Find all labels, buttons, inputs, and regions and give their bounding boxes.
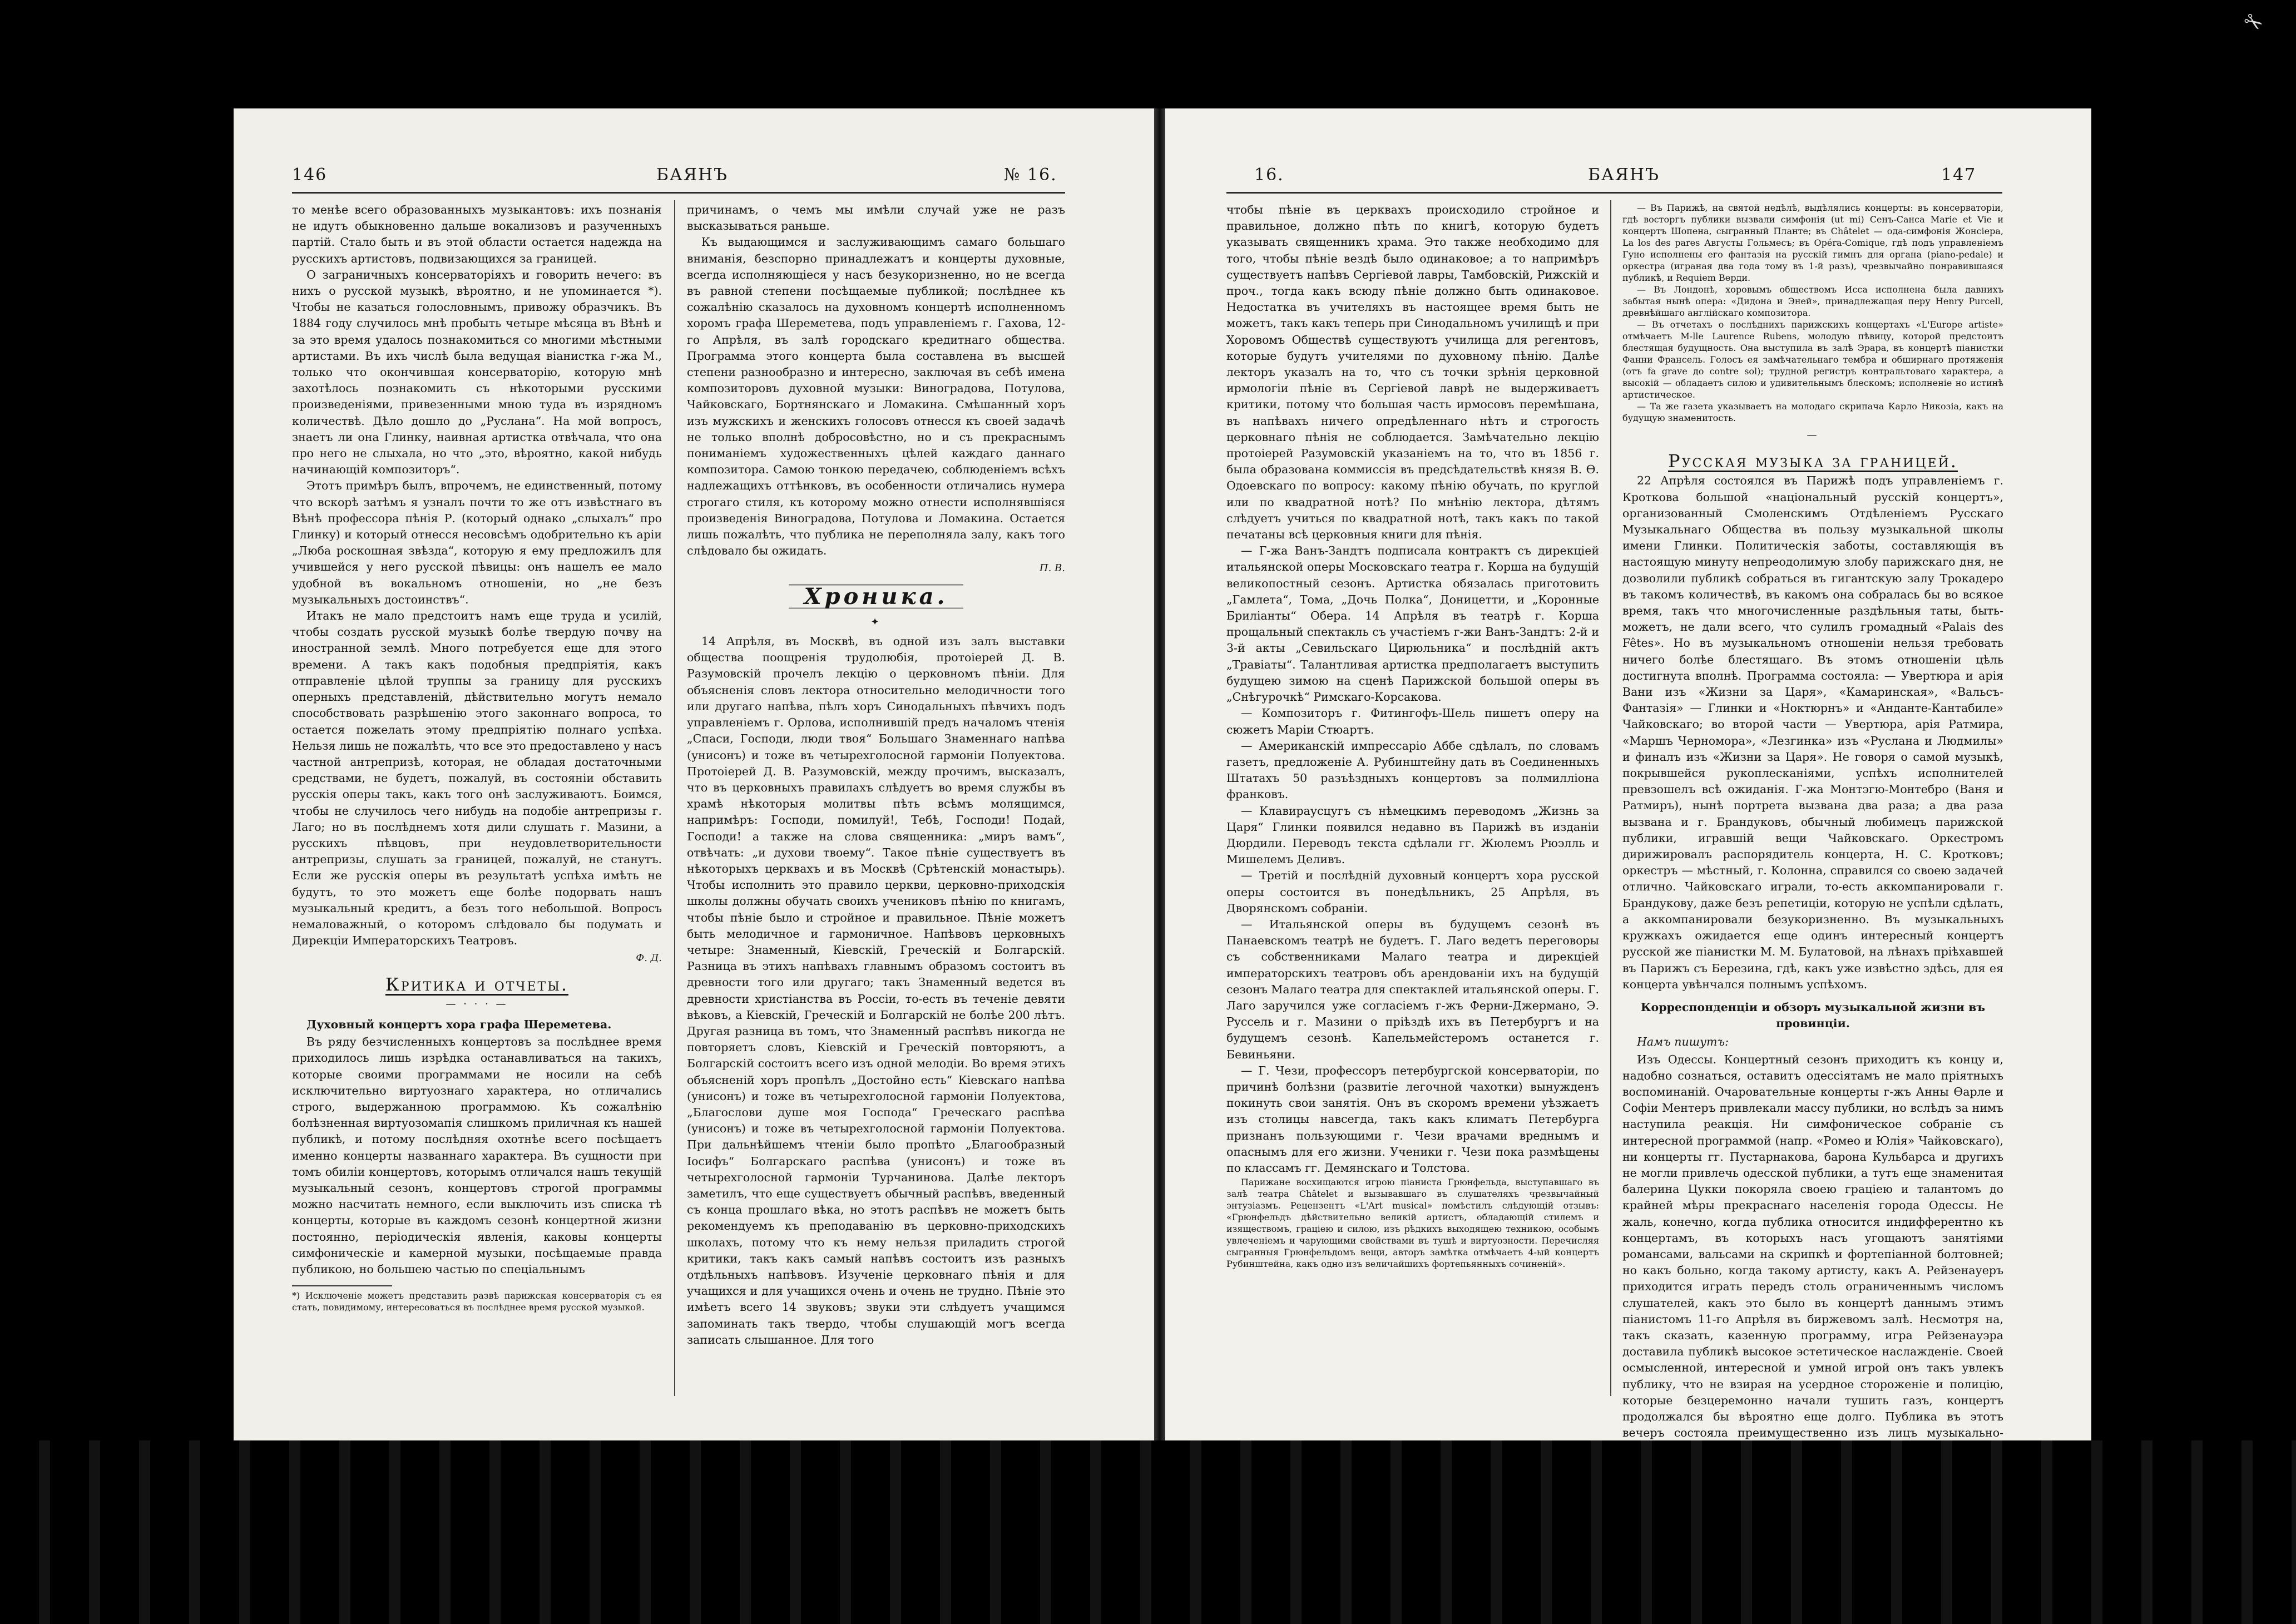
paragraph: — Третій и послѣдній духовный концертъ хора русской оперы состоится въ понедѣльникъ, 25 Апрѣля, въ Дворянскомъ собраніи. bbox=[1226, 869, 1599, 915]
left-column-2 bbox=[687, 202, 1065, 1403]
ornament: — bbox=[1807, 429, 1819, 441]
paragraph: — Та же газета указываетъ на молодаго скрипача Карло Никозіа, какъ на будущую знаменитость. bbox=[1622, 401, 2003, 423]
paragraph: Къ выдающимся и заслуживающимъ самаго большаго вниманія, безспорно принадлежатъ и концерты духовные, всегда исполняющіеся у насъ безукоризненно, но не всегда въ равной степени посѣщаемые публикой; послѣднее къ сожалѣнію сказалось на духовномъ концертѣ исполненномъ хоромъ графа Шереметева, подъ управленіемъ г. Гахова, 12-го Апрѣля, въ залѣ городскаго кредитнаго общества. Программа этого концерта была составлена въ высшей степени разнообразно и интересно, заключая въ себѣ имена композиторовъ духовной музыки: Виноградова, Потулова, Чайковскаго, Бортнянскаго и Ломакина. Смѣшанный хоръ изъ мужскихъ и женскихъ голосовъ отнесся къ своей задачѣ не только вполнѣ добросовѣстно, но и съ прекраснымъ пониманіемъ художественныхъ цѣлей каждаго даннаго композитора. Самою тонкою передачею, соблюденіемъ всѣхъ надлежащихъ оттѣнковъ, въ особенности отличались нумера строгаго стиля, къ которому можно отнести исполнявшіяся произведенія Виноградова, Потулова и Ломакина. Остается лишь пожалѣть, что публика не переполняла залу, какъ того слѣдовало бы ожидать. bbox=[687, 235, 1065, 558]
paragraph: — Композиторъ г. Фитингофъ-Шель пишетъ оперу на сюжетъ Маріи Стюартъ. bbox=[1226, 706, 1599, 736]
paragraph: — Американскій импрессаріо Аббе сдѣлалъ, по словамъ газетъ, предложеніе А. Рубинштейну дать въ Соединенныхъ Штатахъ 50 разъѣздныхъ концертовъ за полмилліона франковъ. bbox=[1226, 739, 1599, 801]
paragraph: чтобы пѣніе въ церквахъ происходило стройное и правильное, должно пѣть по книгѣ, которую будетъ указывать священникъ храма. Это также необходимо для того, чтобы пѣніе вездѣ было одинаковое; а то напримѣръ существуетъ напѣвъ Сергіевой лавры, Тамбовскій, Рижскій и проч., тогда какъ всюду пѣніе должно быть одинаковое. Недостатка въ учителяхъ въ настоящее время быть не можетъ, такъ какъ теперь при Синодальномъ училищѣ и при Хоровомъ Обществѣ существуютъ училища для регентовъ, которые будутъ учителями по духовному пѣнію. Далѣе лекторъ указалъ на то, что съ точки зрѣнія церковной ирмологіи пѣніе въ Сергіевой лаврѣ не выдерживаетъ критики, потому что большая часть ирмосовъ перемѣшана, въ напѣвахъ ничего опредѣленнаго нѣтъ и строгость церковнаго пѣнія не соблюдается. Замѣчательно лекцію протоіерей Разумовскій указаніемъ на то, что въ 1856 г. была образована коммиссія въ предсѣдательствѣ князя В. Ѳ. Одоевскаго по вопросу: какому пѣнію обучать, по круглой или по квадратной нотѣ? По мнѣнію лектора, дѣтямъ слѣдуетъ учиться по квадратной нотѣ, такъ какъ по такой печатаны всѣ церковныя книги для пѣнія. bbox=[1226, 203, 1599, 542]
paragraph: Въ ряду безчисленныхъ концертовъ за послѣднее время приходилось лишь изрѣдка останавливаться на такихъ, которые своими программами не носили на себѣ исключительно виртуознаго характера, но отличались строго, выдержанною программою. Къ сожалѣнію болѣзненная виртуозомапія слишкомъ приличная къ нашей публикѣ, и потому послѣдняя охотнѣе всего посѣщаетъ именно концерты названнаго характера. Въ сущности при томъ обиліи концертовъ, которымъ отличался нашъ текущій музыкальный сезонъ, концертовъ строгой программы можно насчитать немного, если выключить изъ списка тѣ концерты, которые въ каждомъ сезонѣ концертной жизни постоянно, періодическія явленія, каковы концерты симфоническіе и камерной музыки, посѣщаемые правда публикою, но большею частью по спеціальнымъ bbox=[292, 1035, 662, 1276]
scanner-bed-edge bbox=[0, 1440, 2296, 1624]
right-page bbox=[1165, 108, 2091, 1440]
left-column-1 bbox=[292, 202, 662, 1403]
ornament: — · · · — bbox=[446, 998, 508, 1010]
paragraph: Этотъ примѣръ былъ, впрочемъ, не единственный, потому что вскорѣ затѣмъ я узналъ почти то же отъ извѣстнаго въ Вѣнѣ профессора пѣнія Р. (который однако „слыхалъ“ про Глинку) и который отнесся несовсѣмъ одобрительно къ аріи „Люба роскошная звѣзда“, которую я ему предложилъ для учившейся у него русской пѣвицы: онъ нашелъ ее мало удобной въ вокальномъ отношеніи, но „не безъ музыкальныхъ достоинствъ“. bbox=[292, 479, 662, 606]
section-title-correspondence: Корреспонденціи и обзоръ музыкальной жизни въ провинціи. bbox=[1640, 1000, 1986, 1031]
paragraph: — Въ отчетахъ о послѣднихъ парижскихъ концертахъ «L'Europe artiste» отмѣчаетъ M-lle Laurence Rubens, молодую пѣвицу, которой предстоитъ блестящая будущность. Она выступила въ залѣ Эрара, въ концертѣ піанистки Фанни Франсель. Голосъ ея замѣчательнаго тембра и обширнаго протяженія (отъ fa grave до contre sol); трудной регистръ контральтоваго характера, а высокій — обладаетъ силою и удивительнымъ блескомъ; исполненіе но истинѣ артистическое. bbox=[1622, 319, 2003, 400]
paragraph: Изъ Одессы. Концертный сезонъ приходитъ къ концу и, надобно сознаться, оставитъ одессіятамъ не мало пріятныхъ воспоминаній. Очаровательные концерты г-жъ Анны Ѳарле и Софіи Ментеръ привлекали массу публики, но вслѣдъ за нимъ наступила реакція. Ни симфоническое собраніе съ интересной программой (напр. «Ромео и Юлія» Чайковскаго), ни концерты гг. Пустарнакова, барона Кульбарса и другихъ не могли привлечь одесской публики, а тутъ еще знаменитая балерина Цукки покоряла своею граціею и талантомъ до крайней мѣры прекраснаго населенія города Одессы. Не жаль, конечно, когда публика относится индифферентно къ концертамъ, въ которыхъ насъ угощаютъ занятіями романсами, вальсами на скрипкѣ и фортепіанной болтовней; но какъ больно, когда такому артисту, какъ А. Рейзенауеръ приходится играть передъ столь ограниченнымъ числомъ слушателей, какъ это было въ концертѣ даннымъ этимъ піанистомъ 11-го Апрѣля въ биржевомъ залѣ. Несмотря на, такъ сказать, казенную программу, игра Рейзенауэра доставила публикѣ высокое эстетическое наслажденіе. Своей осмысленной, интересной и умной игрой онъ такъ увлекъ публику, что не взирая на усердное стороженіе и полицію, которые безцеремонно начали тушить газъ, концертъ продолжался бы вѣроятно еще долго. Публика въ этотъ вечеръ состояла преимущественно изъ лицъ музыкально- bbox=[1622, 1052, 2003, 1440]
paragraph: причинамъ, о чемъ мы имѣли случай уже не разъ высказываться раньше. bbox=[687, 203, 1065, 233]
footnote-rule bbox=[292, 1285, 392, 1286]
chronicle-masthead bbox=[687, 585, 1065, 608]
paragraph: Итакъ не мало предстоитъ намъ еще труда и усилій, чтобы создать русской музыкѣ болѣе твердую почву на иностранной землѣ. Много потребуется еще для этого времени. А такъ какъ подобныя предпріятія, какъ отправленіе цѣлой труппы за границу для русскихъ оперныхъ представленій, дѣйствительно могутъ немало способствовать разрѣшенію этого законнаго вопроса, то остается пожелать этому предпріятію полнаго успѣха. Нельзя лишь не пожалѣть, что все это предоставлено у насъ частной антрепризѣ, которая, не обладая достаточными средствами, не будетъ, пожалуй, въ состояніи обставить русскія оперы такъ, какъ того онѣ заслуживаютъ. Боимся, чтобы не случилось чего нибудь на подобіе антрепризы г. Лаго; но въ послѣднемъ хотя дили слушать г. Мазини, а русскихъ пѣвцовъ, при неудовлетворительности антрепризы, слушать за границей, пожалуй, не станутъ. Если же русскія оперы въ результатѣ успѣха имѣть не будутъ, то это можетъ еще болѣе подорвать нашъ музыкальный кредитъ, а безъ того небольшой. Вопросъ немаловажный, о которомъ слѣдовало бы подумать и Дирекціи Императорскихъ Театровъ. bbox=[292, 609, 662, 948]
book-gutter bbox=[1154, 108, 1165, 1440]
left-running-title: БАЯНЪ bbox=[656, 165, 728, 185]
scissors-mark-icon: ✂ bbox=[2238, 7, 2269, 39]
right-page-number: 147 bbox=[1941, 165, 1977, 185]
section-title-foreign: Русская музыка за границей. bbox=[1668, 450, 1958, 472]
paragraph: — Г-жа Ванъ-Зандтъ подписала контрактъ съ дирекціей итальянской оперы Московскаго театра г. Корша на будущій великопостный сезонъ. Артистка обязалась приготовить „Гамлета“, Тома, „Дочь Полка“, Доницетти, и „Коронные Бриліанты“ Обера. 14 Апрѣля въ театрѣ г. Корша прощальный спектакль съ участіемъ г-жи Ванъ-Зандтъ: 2-й и 3-й акты „Севильскаго Цирюльника“ и послѣдній актъ „Травіаты“. Талантливая артистка предполагаетъ выступить будущею зимою на сценѣ Парижской большой оперы въ „Снѣгурочкѣ“ Римскаго-Корсакова. bbox=[1226, 544, 1599, 704]
paragraph: — Клавираусцугъ съ нѣмецкимъ переводомъ „Жизнь за Царя“ Глинки появился недавно въ Парижѣ въ изданіи Дюрдили. Переводъ текста сдѣлали гг. Жюлемъ Рюэлль и Мишелемъ Деливъ. bbox=[1226, 804, 1599, 867]
paragraph: 14 Апрѣля, въ Москвѣ, въ одной изъ залъ выставки общества поощренія трудолюбія, протоіерей Д. В. Разумовскій прочелъ лекцію о церковномъ пѣніи. Для объясненія словъ лектора относительно мелодичности того или другаго напѣва, пѣлъ хоръ Синодальныхъ пѣвчихъ подъ управленіемъ г. Орлова, исполнившій предъ началомъ чтенія „Спаси, Господи, люди твоя“ Большаго Знаменнаго напѣва (унисонъ) и тоже въ четырехголосной гармоніи Полуектова. Протоіерей Д. В. Разумовскій, между прочимъ, высказалъ, что въ церковныхъ правилахъ слѣдуетъ во время службы въ храмѣ нѣкоторыя молитвы пѣть всѣмъ молящимся, напримѣръ: Господи, помилуй!, Тебѣ, Господи! Подай, Господи! а также на слова священника: „миръ вамъ“, отвѣчать: „и духови твоему“. Такое пѣніе существуетъ въ нѣкоторыхъ церквахъ и въ Москвѣ (Срѣтенскій монастырь). Чтобы исполнить это правило церкви, церковно-приходскія школы должны обучать своихъ учениковъ пѣнію по книгамъ, чтобы пѣніе было и стройное и правильное. Пѣніе можетъ быть мелодичное и гармоничное. Напѣвовъ церковныхъ четыре: Знаменный, Кіевскій, Греческій и Болгарскій. Разница въ этихъ напѣвахъ главнымъ образомъ состоитъ въ древности того или другаго; такъ Знаменный ведется въ древности христіанства въ Россіи, то-есть въ теченіе девяти вѣковъ, а Кіевскій, Греческій и Болгарскій не болѣе 200 лѣтъ. Другая разница въ томъ, что Знаменный распѣвъ никогда не повторяетъ словъ, Кіевскій и Греческій повторяютъ, а Болгарскій состоитъ всего изъ одной мелодіи. Во время этихъ объясненій хоръ пропѣлъ „Достойно есть“ Кіевскаго напѣва (унисонъ) и тоже въ четырехголосной гармоніи Полуектова, „Благослови душе моя Господа“ Греческаго распѣва (унисонъ) и тоже въ четырехголосной гармоніи Полуектова. При дальнѣйшемъ чтеніи было пропѣто „Благообразный Іосифъ“ Болгарскаго распѣва (унисонъ) и тоже въ четырехголосной гармоніи Турчанинова. Далѣе лекторъ заметилъ, что еще существуетъ обычный распѣвъ, введенный съ конца прошлаго вѣка, но этотъ распѣвъ не можетъ быть рекомендуемъ къ преподаванію въ церковно-приходскихъ школахъ, потому что къ нему нельзя приладить строгой критики, такъ какъ самый напѣвъ состоитъ изъ разныхъ отдѣльныхъ напѣвовъ. Изученіе церковнаго пѣнія и для учащихся и для учащихся очень и очень не трудно. Пѣніе это имѣетъ всего 14 звуковъ; звуки эти слѣдуетъ учащимся запоминать такъ твердо, чтобы слушающій могъ всегда записать слышанное. Для того bbox=[687, 635, 1065, 1346]
paragraph: Парижане восхищаются игрою піаниста Грюнфельда, выступавшаго въ залѣ театра Châtelet и вызывавшаго въ слушателяхъ чрезвычайный энтузіазмъ. Рецензентъ «L'Art musical» помѣстилъ слѣдующій отзывъ: «Грюнфельдъ дѣйствительно великій артистъ, обладающій стилемъ и изяществомъ, граціею и силою, изъ рѣдкихъ выходящею техникою, особымъ увлеченіемъ и чарующими свойствами въ тушѣ и виртуозности. Перечисляя сыгранныя Грюнфельдомъ вещи, авторъ замѣтка отмѣчаетъ 4-ый концертъ Рубинштейна, какъ одно изъ величайшихъ фортепьянныхъ сочиненій». bbox=[1226, 1177, 1599, 1270]
left-issue-number: № 16. bbox=[1004, 165, 1057, 185]
paragraph: — Г. Чези, профессоръ петербургской консерваторіи, по причинѣ болѣзни (развитіе легочной чахотки) вынужденъ покинуть свои занятія. Онъ въ скоромъ времени уѣзжаетъ изъ столицы навсегда, такъ какъ климатъ Петербурга признанъ пользующими г. Чези врачами вреднымъ и опаснымъ для его жизни. Ученики г. Чези пока размѣщены по классамъ гг. Демянскаго и Толстова. bbox=[1226, 1063, 1599, 1175]
section-title-critique: Критика и отчеты. bbox=[385, 973, 569, 995]
right-column-2 bbox=[1622, 202, 2003, 1440]
footnote: *) Исключеніе можетъ представить развѣ парижская консерваторія съ ея стать, повидимому, интересоваться въ послѣднее время русской музыкой. bbox=[292, 1290, 662, 1313]
paragraph: то менѣе всего образованныхъ музыкантовъ: ихъ познанія не идутъ обыкновенно дальше вокализовъ и разученныхъ партій. Стало быть и въ этой области остается надежда на русскихъ артистовъ, подвизающихся за границей. bbox=[292, 203, 662, 265]
paragraph: — Въ Лондонѣ, хоровымъ обществомъ Исса исполнена была давнихъ забытая нынѣ опера: «Дидона и Эней», принадлежащая перу Henry Purcell, древнѣйшаго англійскаго композитора. bbox=[1622, 284, 2003, 318]
right-column-1 bbox=[1226, 202, 1599, 1403]
paragraph: О заграничныхъ консерваторіяхъ и говорить нечего: въ нихъ о русской музыкѣ, вѣроятно, и не упоминается *). Чтобы не казаться голословнымъ, привожу образчикъ. Въ 1884 году случилось мнѣ пробыть четыре мѣсяца въ Вѣнѣ и за это время удалось познакомиться со многими мѣстными артистами. Въ ихъ числѣ была ведущая віанистка г-жа М., только что окончившая консерваторію, которую мнѣ захотѣлось познакомить съ нѣкоторыми русскими произведеніями, привезенными мною туда въ изрядномъ количествѣ. Дѣло дошло до „Руслана“. На мой вопросъ, знаетъ ли она Глинку, наивная артистка отвѣчала, что она про него не слыхала, но что „это, вѣроятно, какой нибудь начинающій композиторъ“. bbox=[292, 268, 662, 477]
article-subtitle: Духовный концертъ хора графа Шереметева. bbox=[306, 1017, 612, 1031]
left-page-number: 146 bbox=[292, 165, 328, 185]
left-page bbox=[234, 108, 1154, 1440]
left-head-rule bbox=[292, 192, 1065, 194]
right-running-title: БАЯНЪ bbox=[1588, 165, 1660, 185]
column-divider bbox=[1610, 200, 1611, 1396]
chronicle-title: Хроника. bbox=[789, 585, 964, 608]
paragraph: — Итальянской оперы въ будущемъ сезонѣ въ Панаевскомъ театрѣ не будетъ. Г. Лаго ведетъ переговоры съ собственниками Малаго театра и дирекціей императорскихъ театровъ объ арендованіи ихъ на будущій сезонъ Малаго театра для спектаклей итальянской оперы. Г. Лаго заручился уже согласіемъ г-жъ Ферни-Джермано, Э. Руссель и г. Мазини о пріѣздѣ ихъ въ Петербургъ и на будущемъ сезонѣ. Капельмейстеромъ останется г. Бевиньяни. bbox=[1226, 917, 1599, 1061]
ornament: ✦ bbox=[870, 616, 882, 628]
correspondence-lead: Намъ пишутъ: bbox=[1637, 1035, 1729, 1049]
signature: Ф. Д. bbox=[636, 952, 662, 964]
column-divider bbox=[674, 200, 675, 1396]
paragraph: 22 Апрѣля состоялся въ Парижѣ подъ управленіемъ г. Кроткова большой «національный русскій концертъ», организованный Смоленскимъ Отдѣленіемъ Русскаго Музыкальнаго Общества въ пользу музыкальной школы имени Глинки. Политическія заботы, составляющія въ настоящую минуту непреодолимую злобу парижскаго дня, не дозволили публикѣ собраться въ гигантскую залу Трокадеро въ такомъ количествѣ, въ какомъ она собралась бы во всякое время, такъ что многочисленные раздѣльныя таты, быть-можетъ, не дали всего, что сулилъ громадный «Palais des Fêtes». Но въ музыкальномъ отношеніи нельзя требовать ничего болѣе блестящаго. Въ этомъ отношеніи цѣль достигнута вполнѣ. Программа состояла: — Увертюра и арія Вани изъ «Жизни за Царя», «Камаринская», «Вальсъ-Фантазія» — Глинки и «Ноктюрнъ» и «Анданте-Кантабиле» Чайковскаго; во второй части — Увертюра, арія Ратмира, «Маршъ Черномора», «Лезгинка» изъ «Руслана и Людмилы» и финалъ изъ «Жизни за Царя». Не говоря о самой музыкѣ, покрывшейся рукоплесканіями, успѣхъ исполнителей превзошелъ всѣ ожиданія. Г-жа Монтэгю-Монтебро (Ваня и Ратмиръ), нынѣ портрета вызвана два раза; а два раза вызвана и г. Брандуковъ, обычный любимецъ парижской публики, игравшій вещи Чайковскаго. Оркестромъ дирижировалъ распорядитель концерта, Н. С. Кротковъ; оркестръ — мѣстный, г. Колонна, справился со своею задачей отлично. Чайковскаго играли, то-есть аккомпанировали г. Брандукову, даже безъ репетиціи, которую не успѣли сдѣлать, а аккомпанировали безукоризненно. Въ музыкальныхъ кружкахъ ожидается еще одинъ интересный концертъ русской же піанистки М. М. Булатовой, на лѣнахъ пріѣхавшей въ Парижъ съ Березина, гдѣ, какъ уже извѣстно здѣсь, для ея концерта увѣнчался полнымъ успѣхомъ. bbox=[1622, 474, 2003, 991]
signature: П. В. bbox=[1039, 562, 1065, 575]
right-head-rule bbox=[1226, 192, 2002, 194]
right-issue-number: 16. bbox=[1254, 165, 1284, 185]
paragraph: — Въ Парижѣ, на святой недѣлѣ, выдѣлялись концерты: въ консерваторіи, гдѣ восторгъ публики вызвали симфонія (ut mi) Сенъ-Санса Marie et Vie и концертъ Шопена, сыгранный Планте; въ Châtelet — ода-симфонія Жонсіера, La los des pares Августы Гольмесъ; въ Opéra-Comique, гдѣ подъ управленіемъ Гуно исполнены его фантазія на русскій гимнъ для органа (piano-pedale) и оркестра (играная два года тому въ 1-й разъ), чрезвычайно понравившаяся публикѣ, и Requiem Верди. bbox=[1622, 202, 2003, 283]
